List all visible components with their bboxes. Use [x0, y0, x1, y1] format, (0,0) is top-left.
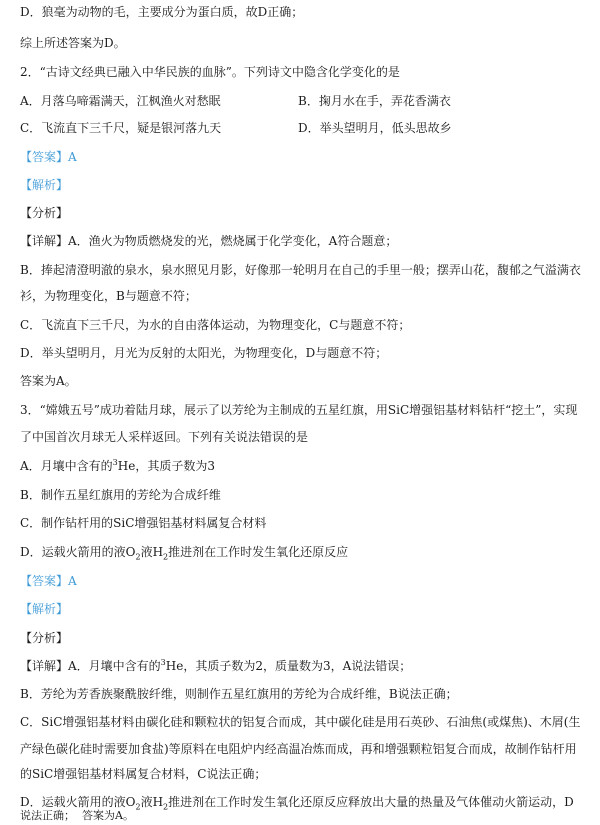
q3-detail-d-line-2: 说法正确； 答案为A。: [20, 809, 134, 822]
q3-option-b: B．制作五星红旗用的芳纶为合成纤维: [20, 488, 221, 502]
q2-answer-tag: 【答案】A: [20, 150, 77, 164]
q2-stem: 2．“古诗文经典已融入中华民族的血脉”。下列诗文中隐含化学变化的是: [20, 65, 400, 79]
q2-fenxi-tag: 【分析】: [20, 206, 69, 220]
q3-detail-c-line-2: 产绿色碳化硅时需要加食盐)等原料在电阻炉内经高温冶炼而成，再和增强颗粒铝复合而成，故制作钻杆用: [20, 742, 577, 756]
q3-detail-b: B．芳纶为芳香族聚酰胺纤维，则制作五星红旗用的芳纶为合成纤维，B说法正确；: [20, 687, 458, 701]
q3-detail-c-line-1: C．SiC增强铝基材料由碳化硅和颗粒状的铝复合而成，其中碳化硅是用石英砂、石油焦(或煤焦)、木屑(生: [20, 715, 581, 729]
q3-analysis-tag: 【解析】: [20, 602, 69, 616]
prev-summary: 综上所述答案为D。: [20, 36, 126, 50]
q2-option-c: C．飞流直下三千尺，疑是银河落九天: [20, 121, 222, 135]
q3-detail-d-line-1: D．运载火箭用的液$O_2$液$H_2$推进剂在工作时发生氧化还原反应释放出大量的热量及气体催动火箭运动，D: [20, 794, 580, 810]
q2-detail-line: C．飞流直下三千尺，为水的自由落体运动，为物理变化，C与题意不符；: [20, 318, 411, 332]
q3-detail-c-line-3: 的SiC增强铝基材料属复合材料，C说法正确；: [20, 767, 267, 781]
q3-detail-a: 【详解】A．月壤中含有的$^3$He，其质子数为2，质量数为3，A说法错误；: [20, 658, 412, 673]
prev-option-d-explanation: D．狼毫为动物的毛，主要成分为蛋白质，故D正确；: [20, 5, 304, 19]
q2-detail-line: 衫，为物理变化，B与题意不符；: [20, 289, 197, 303]
q2-detail-line: D．举头望明月，月光为反射的太阳光，为物理变化，D与题意不符；: [20, 346, 388, 360]
q2-option-b: B．掬月水在手，弄花香满衣: [298, 94, 451, 108]
q2-detail-line: B．捧起清澄明澈的泉水，泉水照见月影，好像那一轮明月在自己的手里一般；摆弄山花，馥郁之气溢满衣: [20, 263, 581, 277]
q3-stem-line-1: 3．“嫦娥五号”成功着陆月球，展示了以芳纶为主制成的五星红旗，用SiC增强铝基材料钻杆“挖土”，实现: [20, 403, 578, 417]
q3-option-a: A．月壤中含有的$^3$He，其质子数为3: [20, 458, 215, 473]
q3-option-c: C．制作钻杆用的SiC增强铝基材料属复合材料: [20, 516, 267, 530]
q3-fenxi-tag: 【分析】: [20, 631, 69, 645]
q2-analysis-tag: 【解析】: [20, 178, 69, 192]
q2-detail-line: 【详解】A．渔火为物质燃烧发的光，燃烧属于化学变化，A符合题意；: [20, 234, 398, 248]
q2-option-d: D．举头望明月，低头思故乡: [298, 121, 452, 135]
q3-answer-tag: 【答案】A: [20, 574, 77, 588]
q2-option-a: A．月落乌啼霜满天，江枫渔火对愁眠: [20, 94, 221, 108]
q3-stem-line-2: 了中国首次月球无人采样返回。下列有关说法错误的是: [20, 430, 309, 444]
q3-conclusion: 答案为A。: [82, 809, 134, 822]
q2-conclusion: 答案为A。: [20, 374, 77, 388]
q3-option-d: D．运载火箭用的液$O_2$液$H_2$推进剂在工作时发生氧化还原反应: [20, 545, 349, 562]
